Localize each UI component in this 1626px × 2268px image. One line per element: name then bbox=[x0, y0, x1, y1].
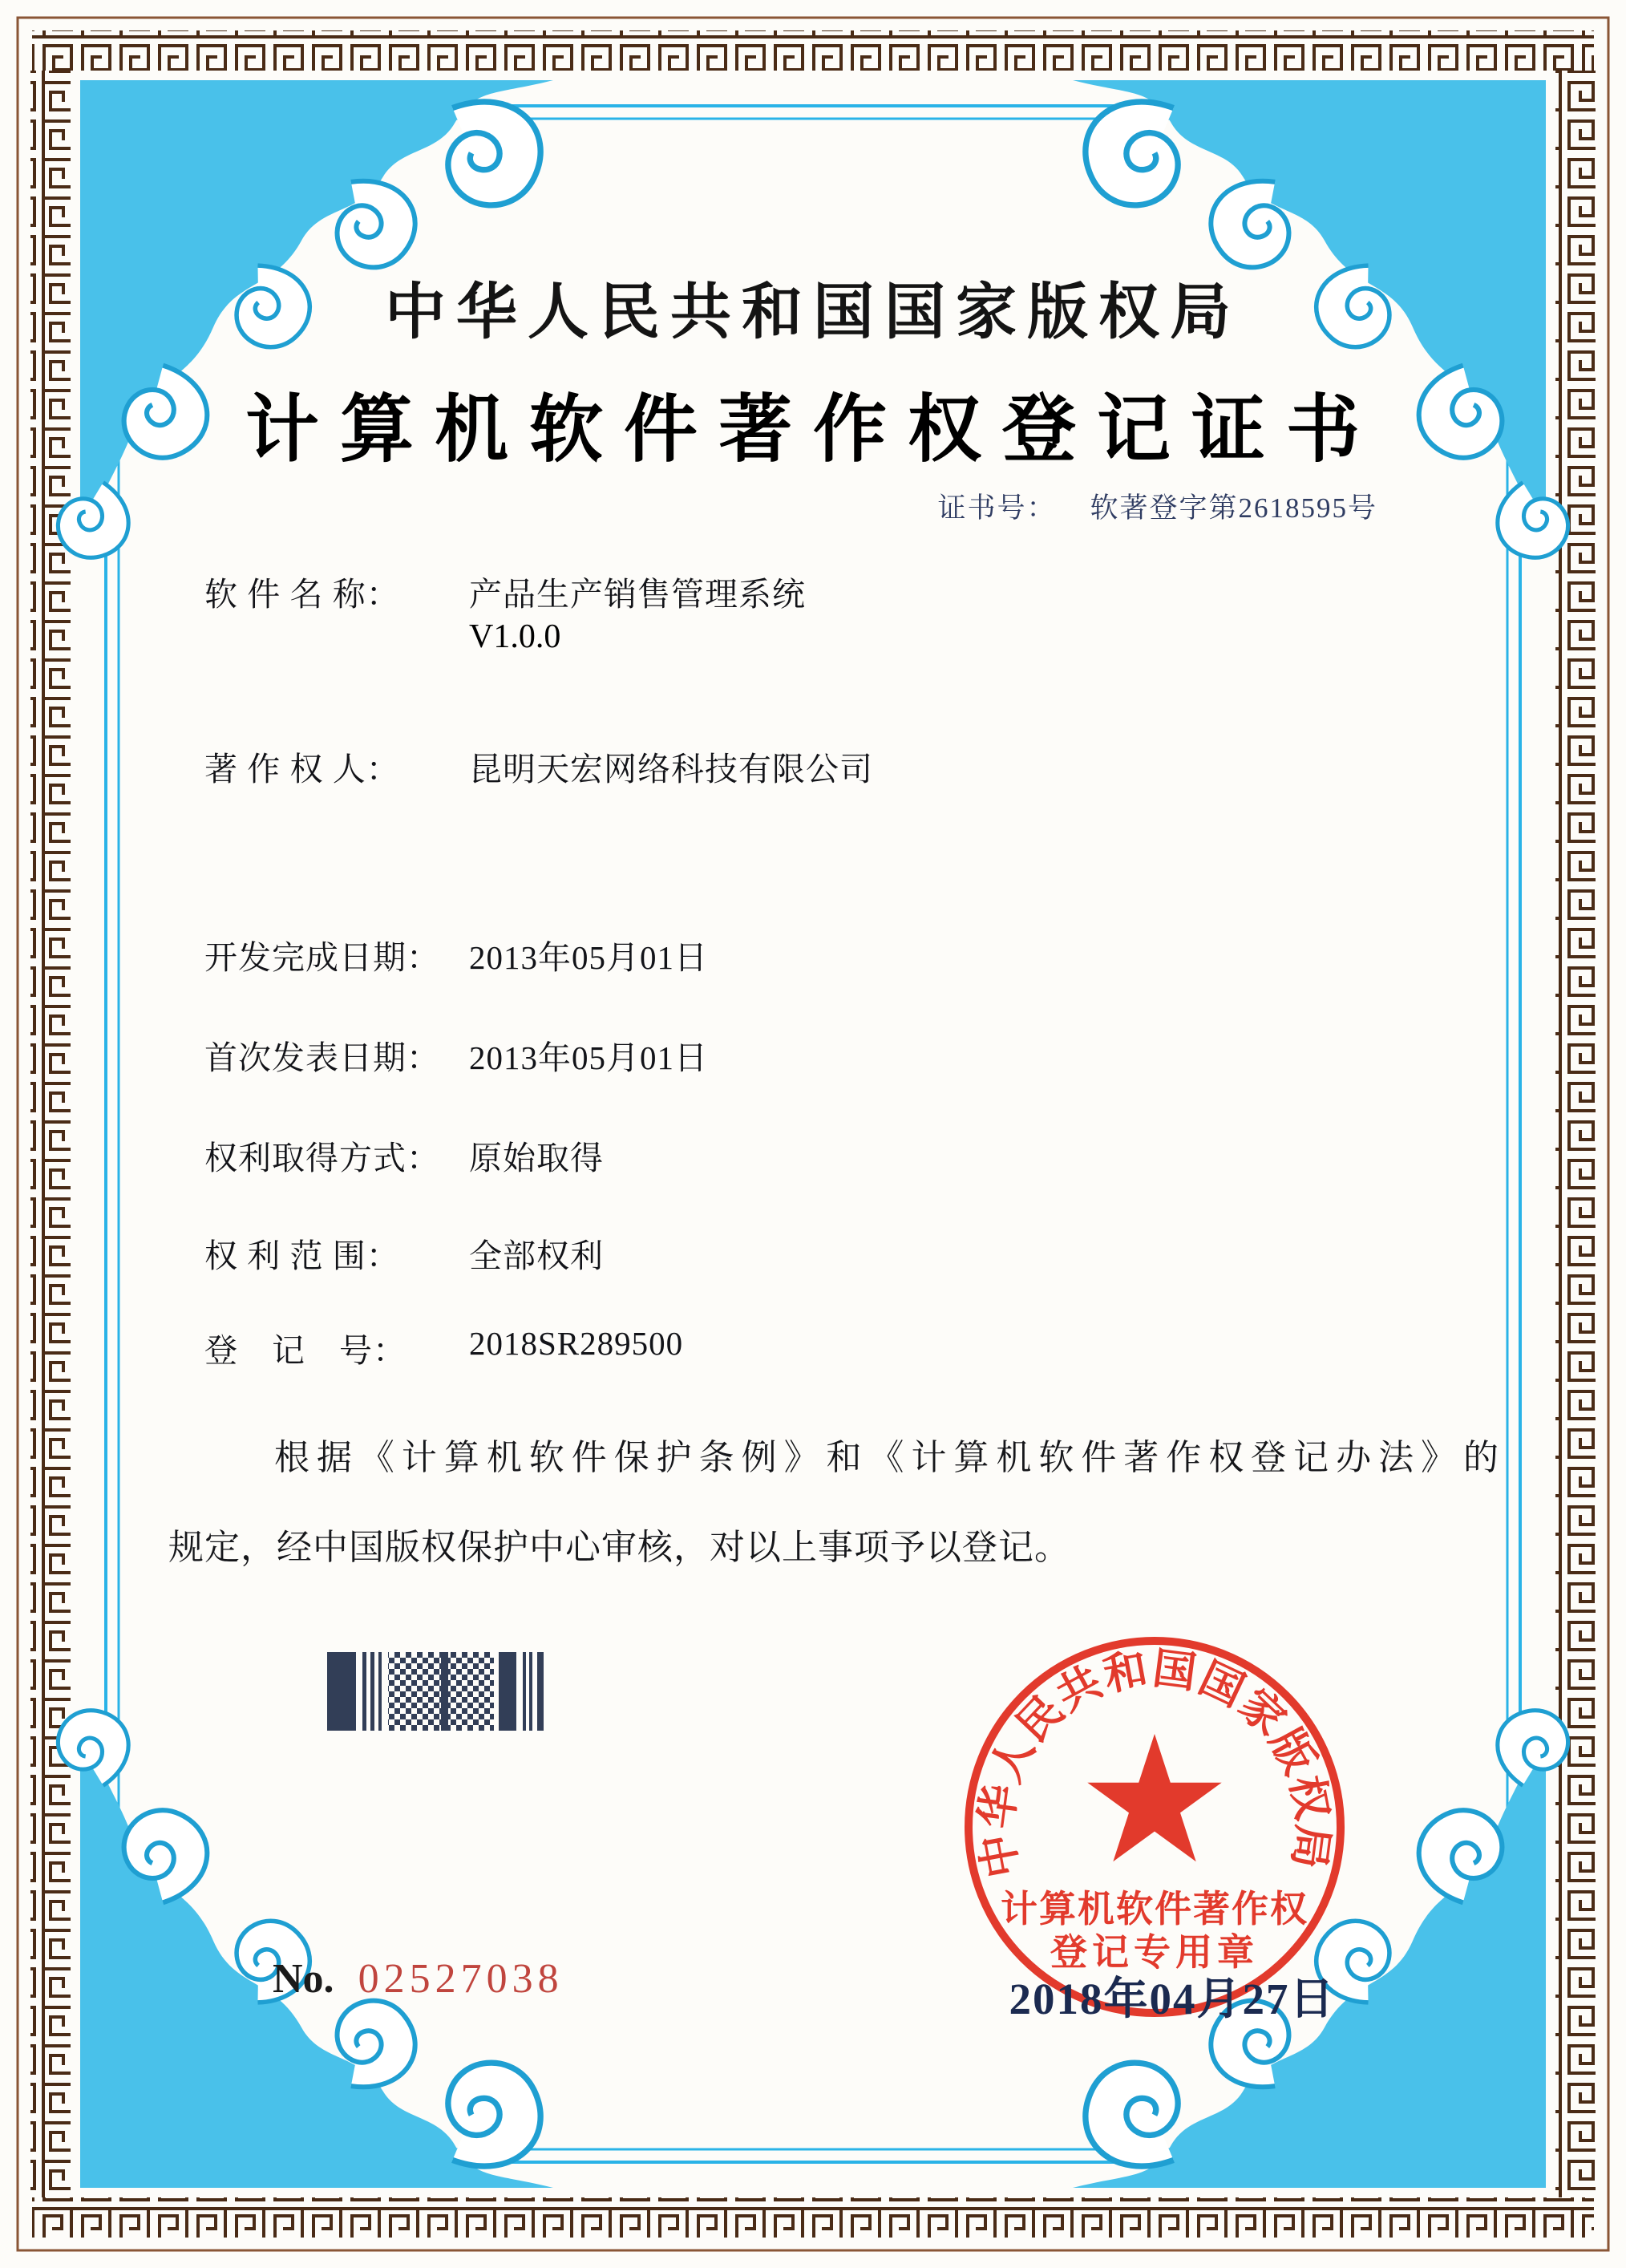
serial-number-value: 02527038 bbox=[358, 1956, 564, 2002]
seal-inner-line-1: 计算机软件著作权 bbox=[1001, 1889, 1308, 1930]
statement-line-2: 规定，经中国版权保护中心审核，对以上事项予以登记。 bbox=[168, 1528, 1070, 1567]
field-value: 原始取得 bbox=[469, 1140, 604, 1177]
statement-line-1: 根据《计算机软件保护条例》和《计算机软件著作权登记办法》的 bbox=[274, 1438, 1499, 1477]
certificate-number-value: 软著登字第2618595号 bbox=[1090, 492, 1377, 524]
field-value: 2013年05月01日 bbox=[469, 1039, 708, 1076]
field-value: 2013年05月01日 bbox=[469, 939, 708, 976]
field-label: 软 件 名 称： bbox=[204, 576, 400, 613]
issuer-title: 中华人民共和国国家版权局 bbox=[385, 279, 1241, 346]
star-icon bbox=[1087, 1734, 1221, 1861]
field-label: 权 利 范 围： bbox=[204, 1237, 400, 1274]
field-value: 2018SR289500 bbox=[469, 1325, 684, 1362]
field-label: 登 记 号： bbox=[204, 1332, 406, 1369]
field-software-name bbox=[204, 568, 806, 615]
field-label: 权利取得方式： bbox=[204, 1140, 440, 1177]
field-label: 开发完成日期： bbox=[204, 939, 440, 976]
field-label: 首次发表日期： bbox=[204, 1039, 440, 1076]
certificate-number-label: 证书号： bbox=[937, 492, 1057, 524]
certificate-number bbox=[937, 486, 1377, 526]
seal-inner-line-2: 登记专用章 bbox=[1050, 1932, 1259, 1973]
field-value: 昆明天宏网络科技有限公司 bbox=[469, 751, 873, 788]
field-value: 全部权利 bbox=[469, 1237, 604, 1274]
serial-number bbox=[273, 1955, 564, 2003]
certificate-title: 计算机软件著作权登记证书 bbox=[245, 389, 1381, 471]
field-label: 著 作 权 人： bbox=[204, 751, 400, 788]
registration-statement bbox=[168, 1434, 1499, 1572]
registration-date: 2018年04月27日 bbox=[1009, 1974, 1336, 2023]
serial-number-label: No. bbox=[273, 1956, 334, 2002]
field-rights-acquisition bbox=[204, 1132, 604, 1179]
field-copyright-owner bbox=[204, 743, 873, 790]
corner-ornament-bottom-left bbox=[47, 1700, 553, 2188]
seal-ring-text: 中华人民共和国国家版权局 bbox=[972, 1644, 1337, 1881]
field-dev-complete-date bbox=[204, 931, 708, 978]
field-rights-scope bbox=[204, 1229, 604, 1277]
field-registration-number bbox=[204, 1324, 684, 1371]
field-value: 产品生产销售管理系统 bbox=[469, 576, 806, 613]
field-first-publish-date bbox=[204, 1031, 708, 1079]
barcode bbox=[327, 1652, 553, 1731]
field-software-version: V1.0.0 bbox=[469, 618, 561, 655]
